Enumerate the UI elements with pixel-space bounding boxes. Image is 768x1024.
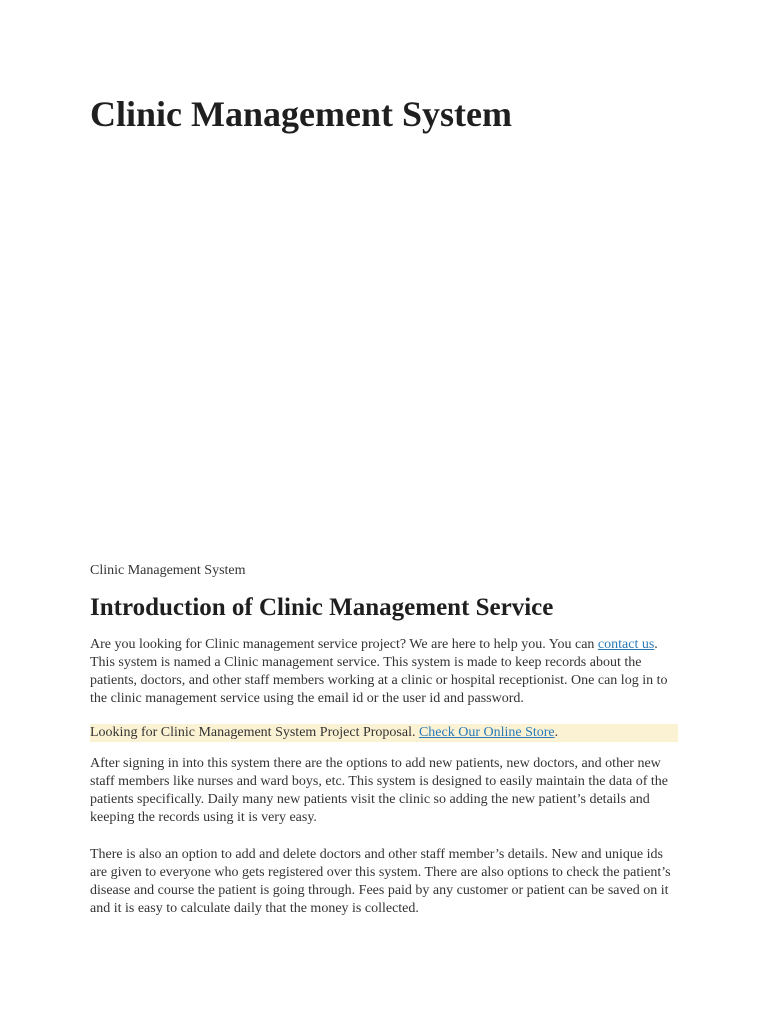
intro-text-after-link: . This system is named a Clinic management service. This system is made to keep records about the patients, doctors, and other staff members working at a clinic or hospital receptionist. One can log in to the clinic management service using the email id or the user id and password. <box>90 637 668 706</box>
intro-text-before-link: Are you looking for Clinic management service project? We are here to help you. You can <box>90 637 598 652</box>
body-paragraph-3: There is also an option to add and delete doctors and other staff member’s details. New and unique ids are given to everyone who gets registered over this system. There are also options to check the patient’s disease and course the patient is going through. Fees paid by any customer or patient can be saved on it and it is easy to calculate daily that the money is collected. <box>90 847 671 916</box>
promo-banner <box>90 724 678 742</box>
section-title: Introduction of Clinic Management Service <box>90 594 554 621</box>
promo-period: . <box>554 725 559 740</box>
intro-paragraph <box>90 636 680 708</box>
image-caption: Clinic Management System <box>90 563 246 578</box>
contact-us-link[interactable]: contact us <box>597 637 655 652</box>
body-paragraph-2: After signing in into this system there are the options to add new patients, new doctors, and other new staff members like nurses and ward boys, etc. This system is designed to easily maintain the data of the patients specifically. Daily many new patients visit the clinic so adding the new patient’s details and keeping the records using it is very easy. <box>90 756 669 825</box>
promo-text: Looking for Clinic Management System Project Proposal. <box>90 725 419 740</box>
online-store-link[interactable]: Check Our Online Store <box>418 725 555 740</box>
page-title: Clinic Management System <box>90 94 512 134</box>
